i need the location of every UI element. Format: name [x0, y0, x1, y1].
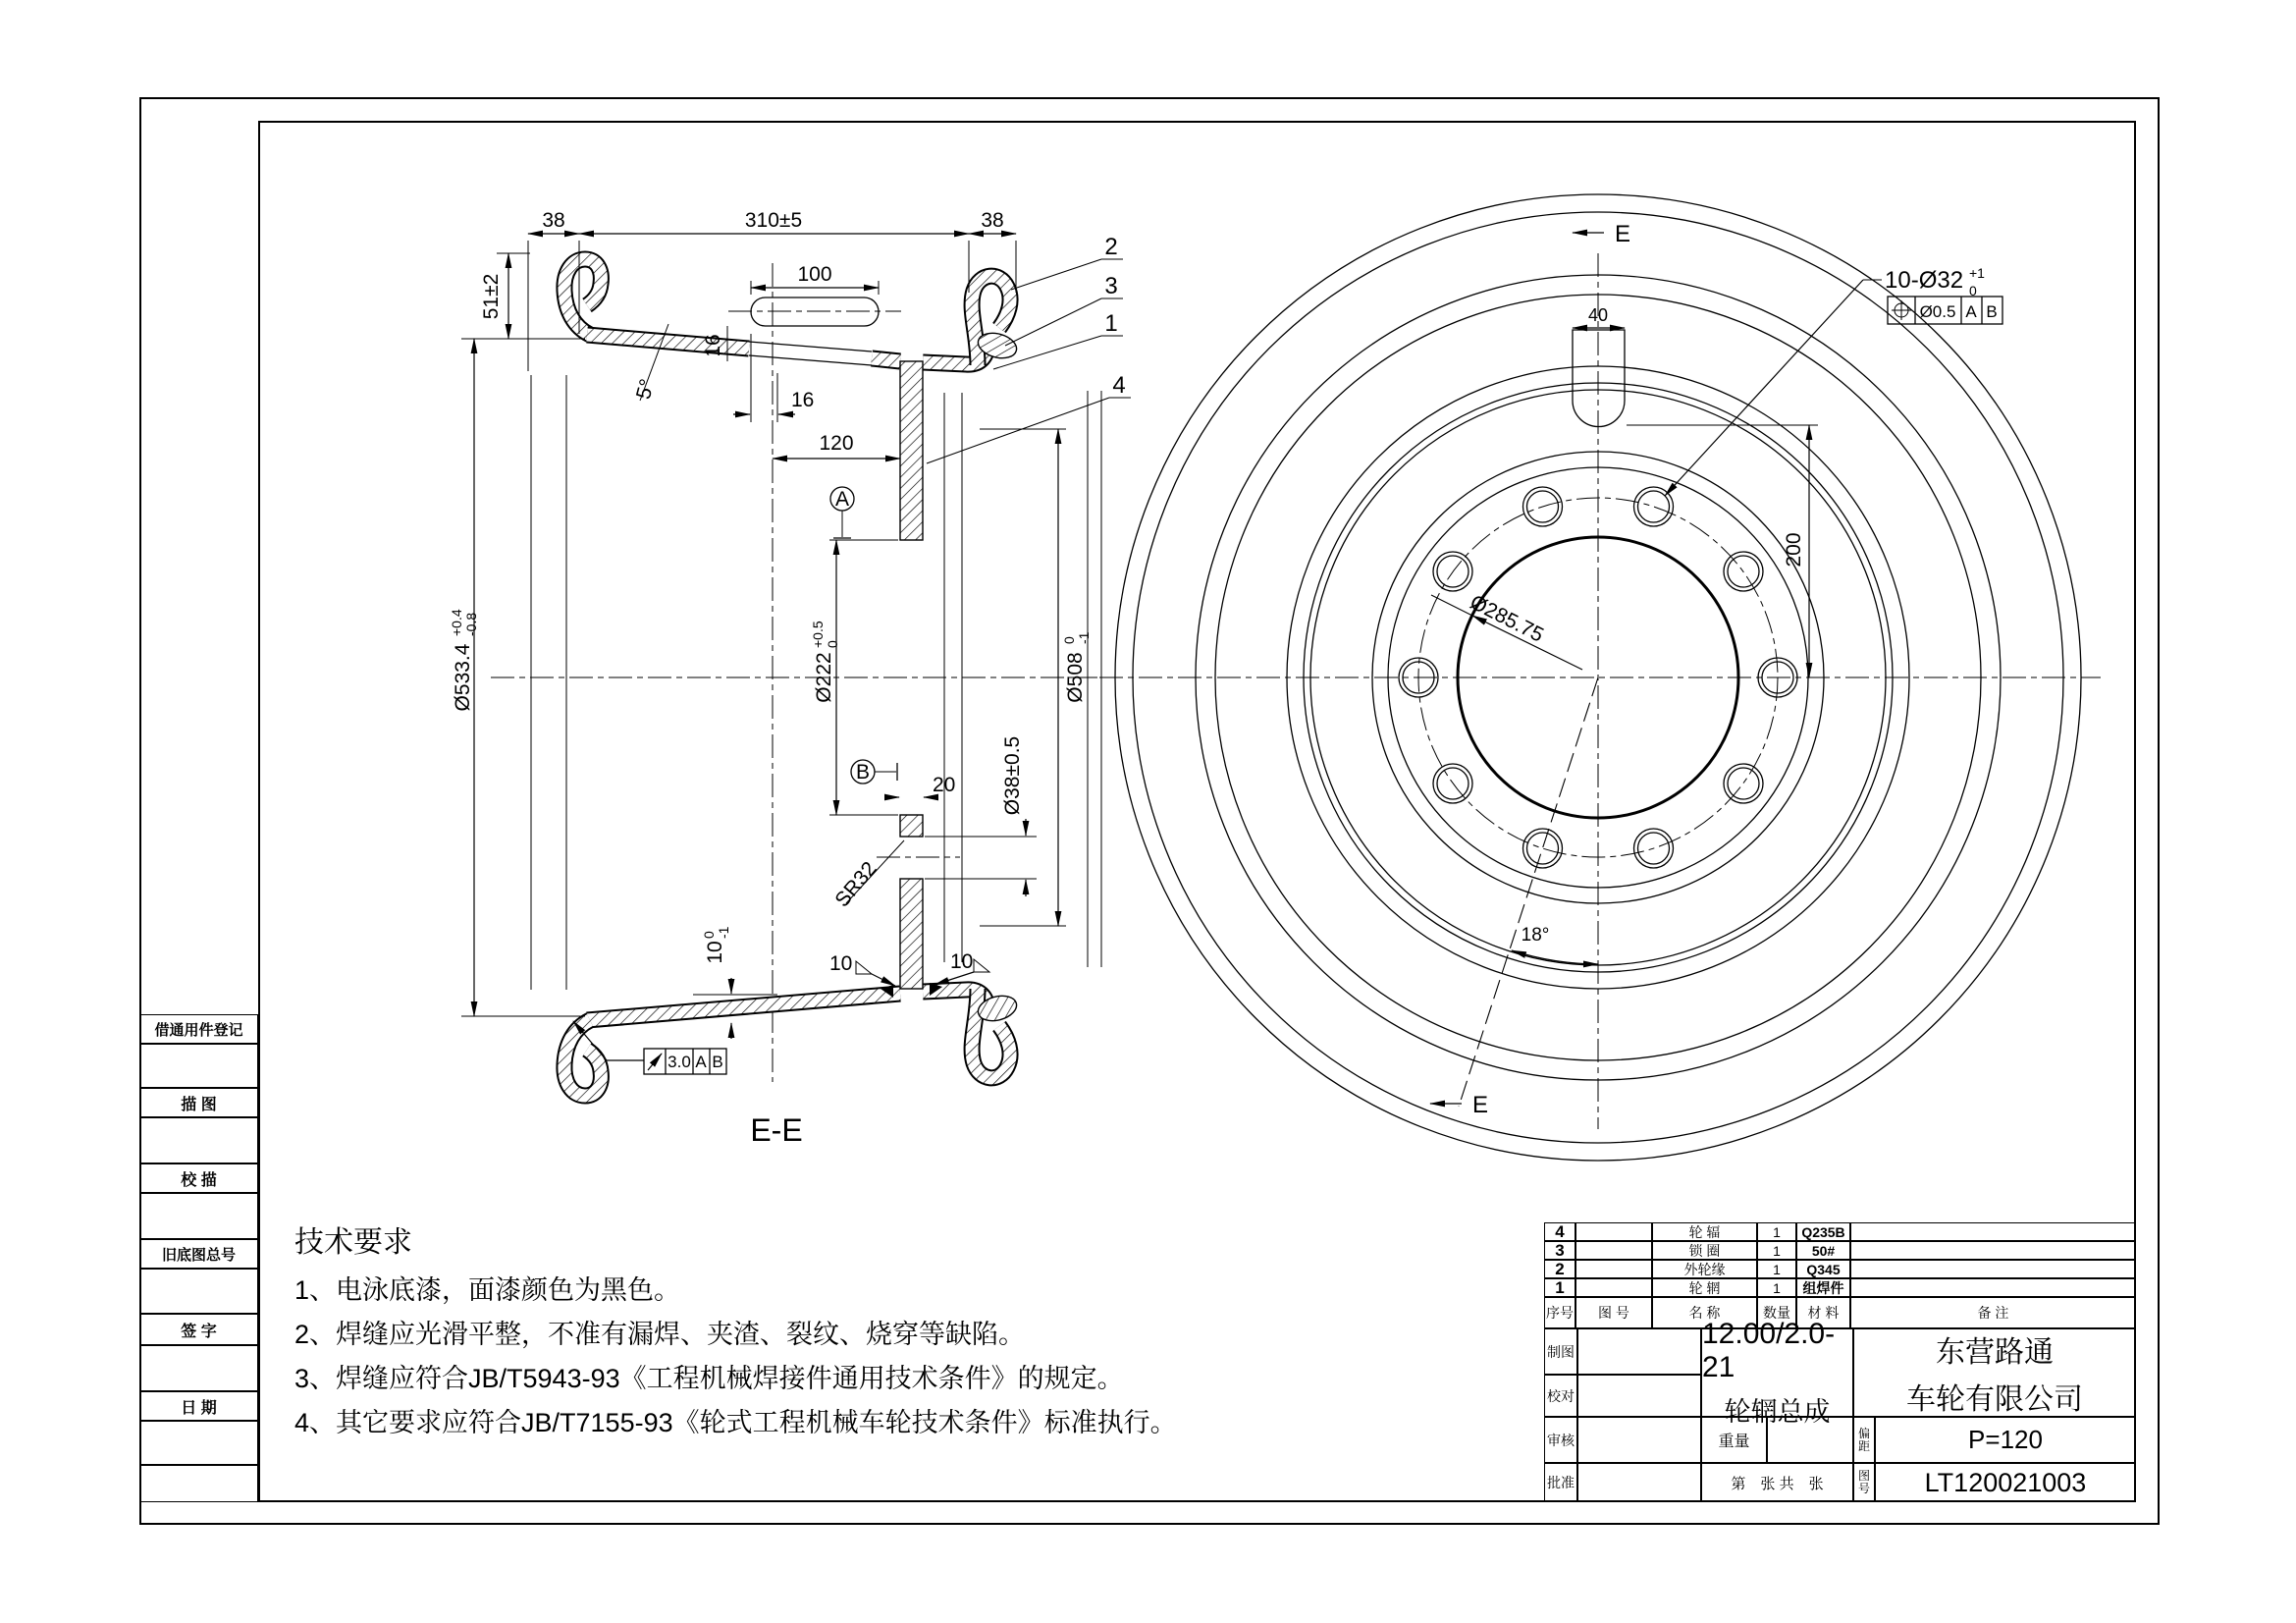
dim-508-sub: -1	[1076, 631, 1092, 644]
dim-533	[449, 339, 585, 1016]
margin-label-date: 日 期	[139, 1391, 258, 1421]
left-view-section	[449, 209, 1131, 1148]
dim-222-sup: +0.5	[810, 621, 826, 648]
dim-20-text: 20	[933, 774, 956, 796]
part-row-material: 50#	[1796, 1241, 1850, 1260]
part-row-qty: 1	[1757, 1241, 1796, 1260]
part-row-material: Q235B	[1796, 1222, 1850, 1241]
dim-40-text: 40	[1587, 305, 1609, 325]
margin-blank-5	[139, 1345, 258, 1391]
dim-angle-5: 5°	[632, 376, 660, 402]
header-dwgno: 图 号	[1575, 1297, 1652, 1328]
runout-datum1: A	[695, 1053, 707, 1071]
position-datum1: A	[1965, 302, 1977, 321]
offset-label: 偏距	[1853, 1417, 1875, 1463]
part-row-name: 锁 圈	[1652, 1241, 1757, 1260]
dim-10-sub: -1	[716, 926, 731, 939]
weld-10-right: 10	[950, 950, 974, 973]
margin-blank-2	[139, 1117, 258, 1163]
dim-16-h: 16	[791, 389, 815, 411]
part-row-qty: 1	[1757, 1278, 1796, 1297]
wheel-disc-section	[881, 361, 942, 998]
dim-120	[773, 432, 900, 459]
role-approve: 批准	[1544, 1463, 1577, 1502]
dim-10-main: 10	[704, 941, 726, 964]
datum-b	[851, 760, 897, 784]
margin-blank-4	[139, 1269, 258, 1314]
part-row-material: Q345	[1796, 1260, 1850, 1278]
part-row-seq: 4	[1544, 1222, 1575, 1241]
drawing-no-label: 图号	[1853, 1463, 1875, 1502]
part-row-name: 轮 辋	[1652, 1278, 1757, 1297]
dim-222-sub: 0	[825, 640, 840, 648]
position-value: Ø0.5	[1919, 302, 1956, 321]
part-row-seq: 1	[1544, 1278, 1575, 1297]
margin-label-trace: 描 图	[139, 1088, 258, 1117]
sig-check[interactable]	[1577, 1375, 1701, 1417]
dim-533-sup: +0.4	[449, 609, 464, 636]
part-row-seq: 3	[1544, 1241, 1575, 1260]
weld-symbol-right	[934, 950, 989, 985]
part-row-remark	[1850, 1222, 2136, 1241]
position-icon	[1892, 300, 1911, 320]
dim-533-main: Ø533.4	[452, 643, 474, 712]
dim-sr32-text: SR32	[830, 857, 881, 912]
drawing-no-value: LT120021003	[1875, 1463, 2136, 1502]
dim-bore	[1431, 591, 1582, 670]
tech-item-3: 3、焊缝应符合JB/T5943-93《工程机械焊接件通用技术条件》的规定。	[294, 1364, 1124, 1393]
position-frame	[1888, 297, 2002, 324]
dim-100: 100	[797, 263, 832, 286]
datum-a-label: A	[834, 488, 850, 511]
offset-value: P=120	[1875, 1417, 2136, 1463]
tech-item-1: 1、电泳底漆，面漆颜色为黑色。	[294, 1275, 681, 1305]
callout-4: 4	[1112, 372, 1126, 399]
dim-51-text: 51±2	[480, 273, 503, 320]
margin-label-old-no: 旧底图总号	[139, 1239, 258, 1269]
product-title-cell	[1701, 1317, 1853, 1427]
section-title: E-E	[750, 1112, 803, 1148]
sig-approve[interactable]	[1577, 1463, 1701, 1502]
callout-1: 1	[1104, 310, 1118, 337]
tech-requirements	[294, 1217, 1178, 1445]
header-material: 材 料	[1796, 1297, 1850, 1328]
dim-10-depth	[693, 926, 777, 1039]
title-block	[1544, 1222, 2136, 1502]
tech-item-2: 2、焊缝应光滑平整，不准有漏焊、夹渣、裂纹、烧穿等缺陷。	[294, 1320, 1026, 1349]
weld-symbol-left	[829, 952, 895, 986]
dim-38-hole	[925, 736, 1037, 896]
header-remark: 备 注	[1850, 1297, 2136, 1328]
dim-40	[1573, 305, 1625, 328]
part-row-dwgno	[1575, 1260, 1652, 1278]
dim-10-sup: 0	[701, 931, 717, 939]
dim-38-hole-text: Ø38±0.5	[1001, 735, 1024, 816]
weld-10-left: 10	[829, 952, 853, 975]
margin-label-sign: 签 字	[139, 1314, 258, 1345]
dim-533-sub: -0.8	[463, 612, 479, 636]
runout-icon	[648, 1054, 662, 1070]
runout-datum2: B	[712, 1053, 723, 1071]
dim-222	[810, 487, 898, 815]
tech-title: 技术要求	[294, 1226, 412, 1259]
part-row-material: 组焊件	[1796, 1278, 1850, 1297]
holes-note-sub: 0	[1969, 283, 1977, 298]
dim-310: 310±5	[744, 209, 803, 232]
part-row-dwgno	[1575, 1278, 1652, 1297]
margin-label-borrow: 借通用件登记	[139, 1014, 258, 1044]
product-name: 轮辋总成	[1724, 1396, 1831, 1427]
runout-value: 3.0	[667, 1053, 691, 1071]
dim-222-main: Ø222	[813, 652, 835, 703]
right-view-front	[1099, 194, 2101, 1161]
role-draft: 制图	[1544, 1328, 1577, 1375]
header-seq: 序号	[1544, 1297, 1575, 1328]
callout-3: 3	[1104, 273, 1118, 299]
header-qty: 数量	[1757, 1297, 1796, 1328]
holes-note-main: 10-Ø32	[1885, 267, 1964, 294]
dim-16-rot: 16	[702, 334, 724, 357]
part-row-remark	[1850, 1278, 2136, 1297]
dim-508-sup: 0	[1061, 636, 1077, 644]
dim-38-right: 38	[981, 209, 1004, 232]
margin-blank-3	[139, 1193, 258, 1239]
margin-blank-6	[139, 1421, 258, 1465]
margin-blank-7	[139, 1465, 258, 1502]
part-row-qty: 1	[1757, 1222, 1796, 1241]
position-datum2: B	[1986, 302, 1998, 321]
datum-b-label: B	[855, 761, 871, 784]
part-row-remark	[1850, 1260, 2136, 1278]
sig-draft[interactable]	[1577, 1328, 1701, 1375]
role-audit: 审核	[1544, 1417, 1577, 1463]
holes-note-sup: +1	[1969, 265, 1985, 281]
margin-blank-1	[139, 1044, 258, 1088]
section-letter-top: E	[1615, 221, 1631, 247]
weight-value	[1767, 1417, 1853, 1463]
part-row-qty: 1	[1757, 1260, 1796, 1278]
part-row-seq: 2	[1544, 1260, 1575, 1278]
tech-item-4: 4、其它要求应符合JB/T7155-93《轮式工程机械车轮技术条件》标准执行。	[294, 1408, 1177, 1437]
dim-18-text: 18°	[1521, 925, 1550, 946]
header-name: 名 称	[1652, 1297, 1757, 1328]
sig-audit[interactable]	[1577, 1417, 1701, 1463]
dim-18deg	[1512, 925, 1598, 964]
part-row-name: 外轮缘	[1652, 1260, 1757, 1278]
part-row-dwgno	[1575, 1222, 1652, 1241]
company-cell	[1853, 1328, 2136, 1417]
margin-label-check-trace: 校 描	[139, 1163, 258, 1193]
dim-200-text: 200	[1783, 532, 1805, 568]
company-line2: 车轮有限公司	[1906, 1383, 2083, 1416]
part-row-dwgno	[1575, 1241, 1652, 1260]
callout-2: 2	[1104, 234, 1118, 260]
margin-box-column	[139, 1004, 258, 1502]
role-check: 校对	[1544, 1375, 1577, 1417]
part-row-name: 轮 辐	[1652, 1222, 1757, 1241]
part-row-remark	[1850, 1241, 2136, 1260]
dim-38-left: 38	[542, 209, 565, 232]
dim-120-text: 120	[819, 432, 854, 455]
sheet-info: 第 张 共 张	[1701, 1463, 1853, 1502]
company-line1: 东营路通	[1936, 1336, 2054, 1369]
section-arrow-top	[1573, 221, 1630, 247]
weight-label: 重量	[1701, 1417, 1767, 1463]
dim-sr32	[830, 840, 904, 911]
section-cut-line	[1459, 677, 1598, 1107]
product-model: 12.00/2.0-21	[1702, 1317, 1836, 1383]
dim-20	[884, 774, 955, 797]
dim-bore-text: Ø285.75	[1466, 590, 1548, 647]
section-letter-bottom: E	[1472, 1092, 1489, 1118]
dim-508-main: Ø508	[1064, 652, 1087, 703]
